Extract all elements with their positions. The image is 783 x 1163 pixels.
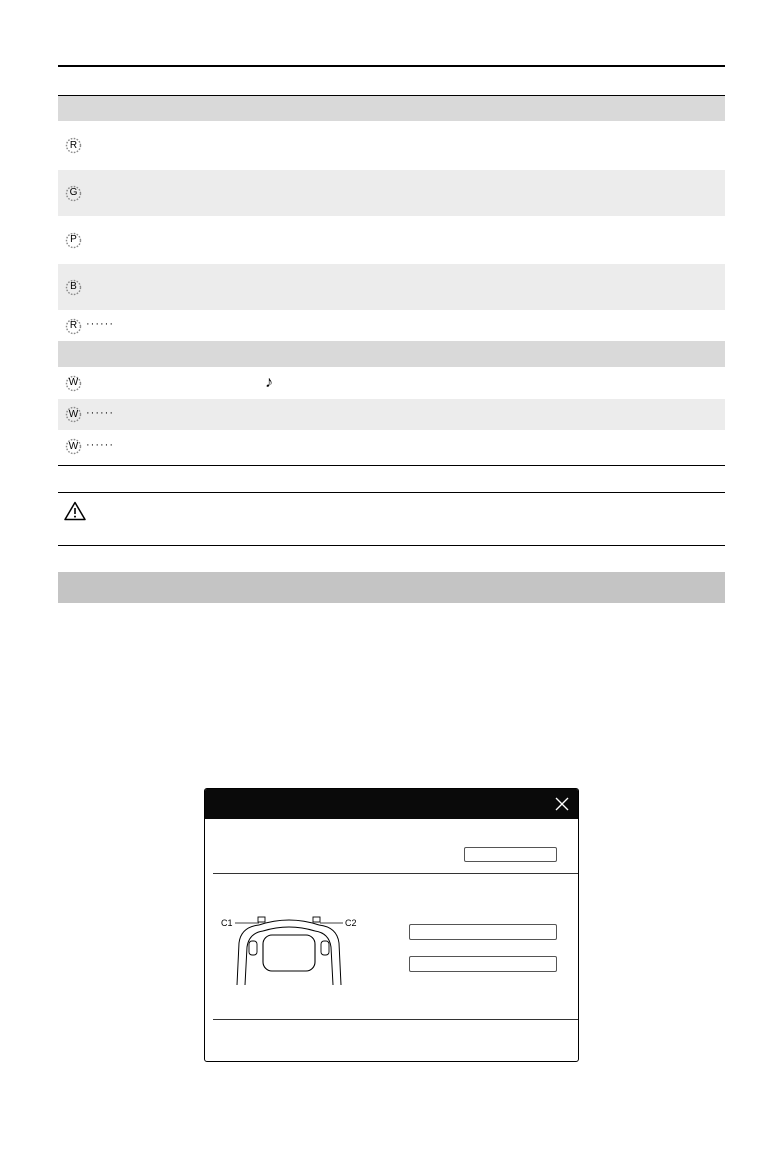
music-note-icon: ♪	[265, 374, 273, 391]
blink-dots: ······	[86, 438, 114, 451]
dialog-divider	[213, 1019, 579, 1020]
blink-dots: ······	[86, 406, 114, 419]
led-red-blink-icon: R	[64, 317, 83, 336]
dialog-divider	[213, 873, 579, 874]
blink-dots: ······	[86, 318, 114, 330]
warning-top-rule	[58, 492, 725, 493]
dialog-button-top[interactable]	[464, 847, 557, 862]
table-row	[58, 263, 725, 310]
table-header-row	[58, 341, 725, 367]
warning-bottom-rule	[58, 545, 725, 546]
drone-front-illustration	[219, 907, 359, 987]
top-rule	[58, 65, 725, 67]
section-heading-bar	[58, 572, 725, 603]
table-header-row	[58, 95, 725, 121]
table-row	[58, 367, 725, 398]
dialog-button-calibrate-1[interactable]	[409, 924, 557, 940]
table-row	[58, 216, 725, 263]
led-purple-blink-icon: P	[64, 231, 83, 250]
warning-triangle-icon	[64, 501, 86, 521]
close-icon[interactable]	[554, 796, 570, 812]
drone-label-c2: C2	[345, 918, 357, 928]
led-white-blink-icon: W	[64, 437, 83, 456]
table-row	[58, 310, 725, 341]
table-row	[58, 121, 725, 169]
led-red-blink-icon: R	[64, 136, 83, 155]
dialog-button-calibrate-2[interactable]	[409, 956, 557, 972]
led-white-blink-icon: W	[64, 405, 83, 424]
table-row	[58, 398, 725, 430]
dialog-titlebar	[205, 789, 578, 819]
table-row	[58, 169, 725, 216]
table-row	[58, 430, 725, 462]
led-green-blink-icon: G	[64, 184, 83, 203]
led-white-blink-icon: W	[64, 374, 83, 393]
led-blue-blink-icon: B	[64, 278, 83, 297]
calibration-dialog	[204, 788, 579, 1062]
drone-label-c1: C1	[221, 918, 233, 928]
status-table	[58, 95, 725, 462]
table-bottom-rule	[58, 465, 725, 466]
